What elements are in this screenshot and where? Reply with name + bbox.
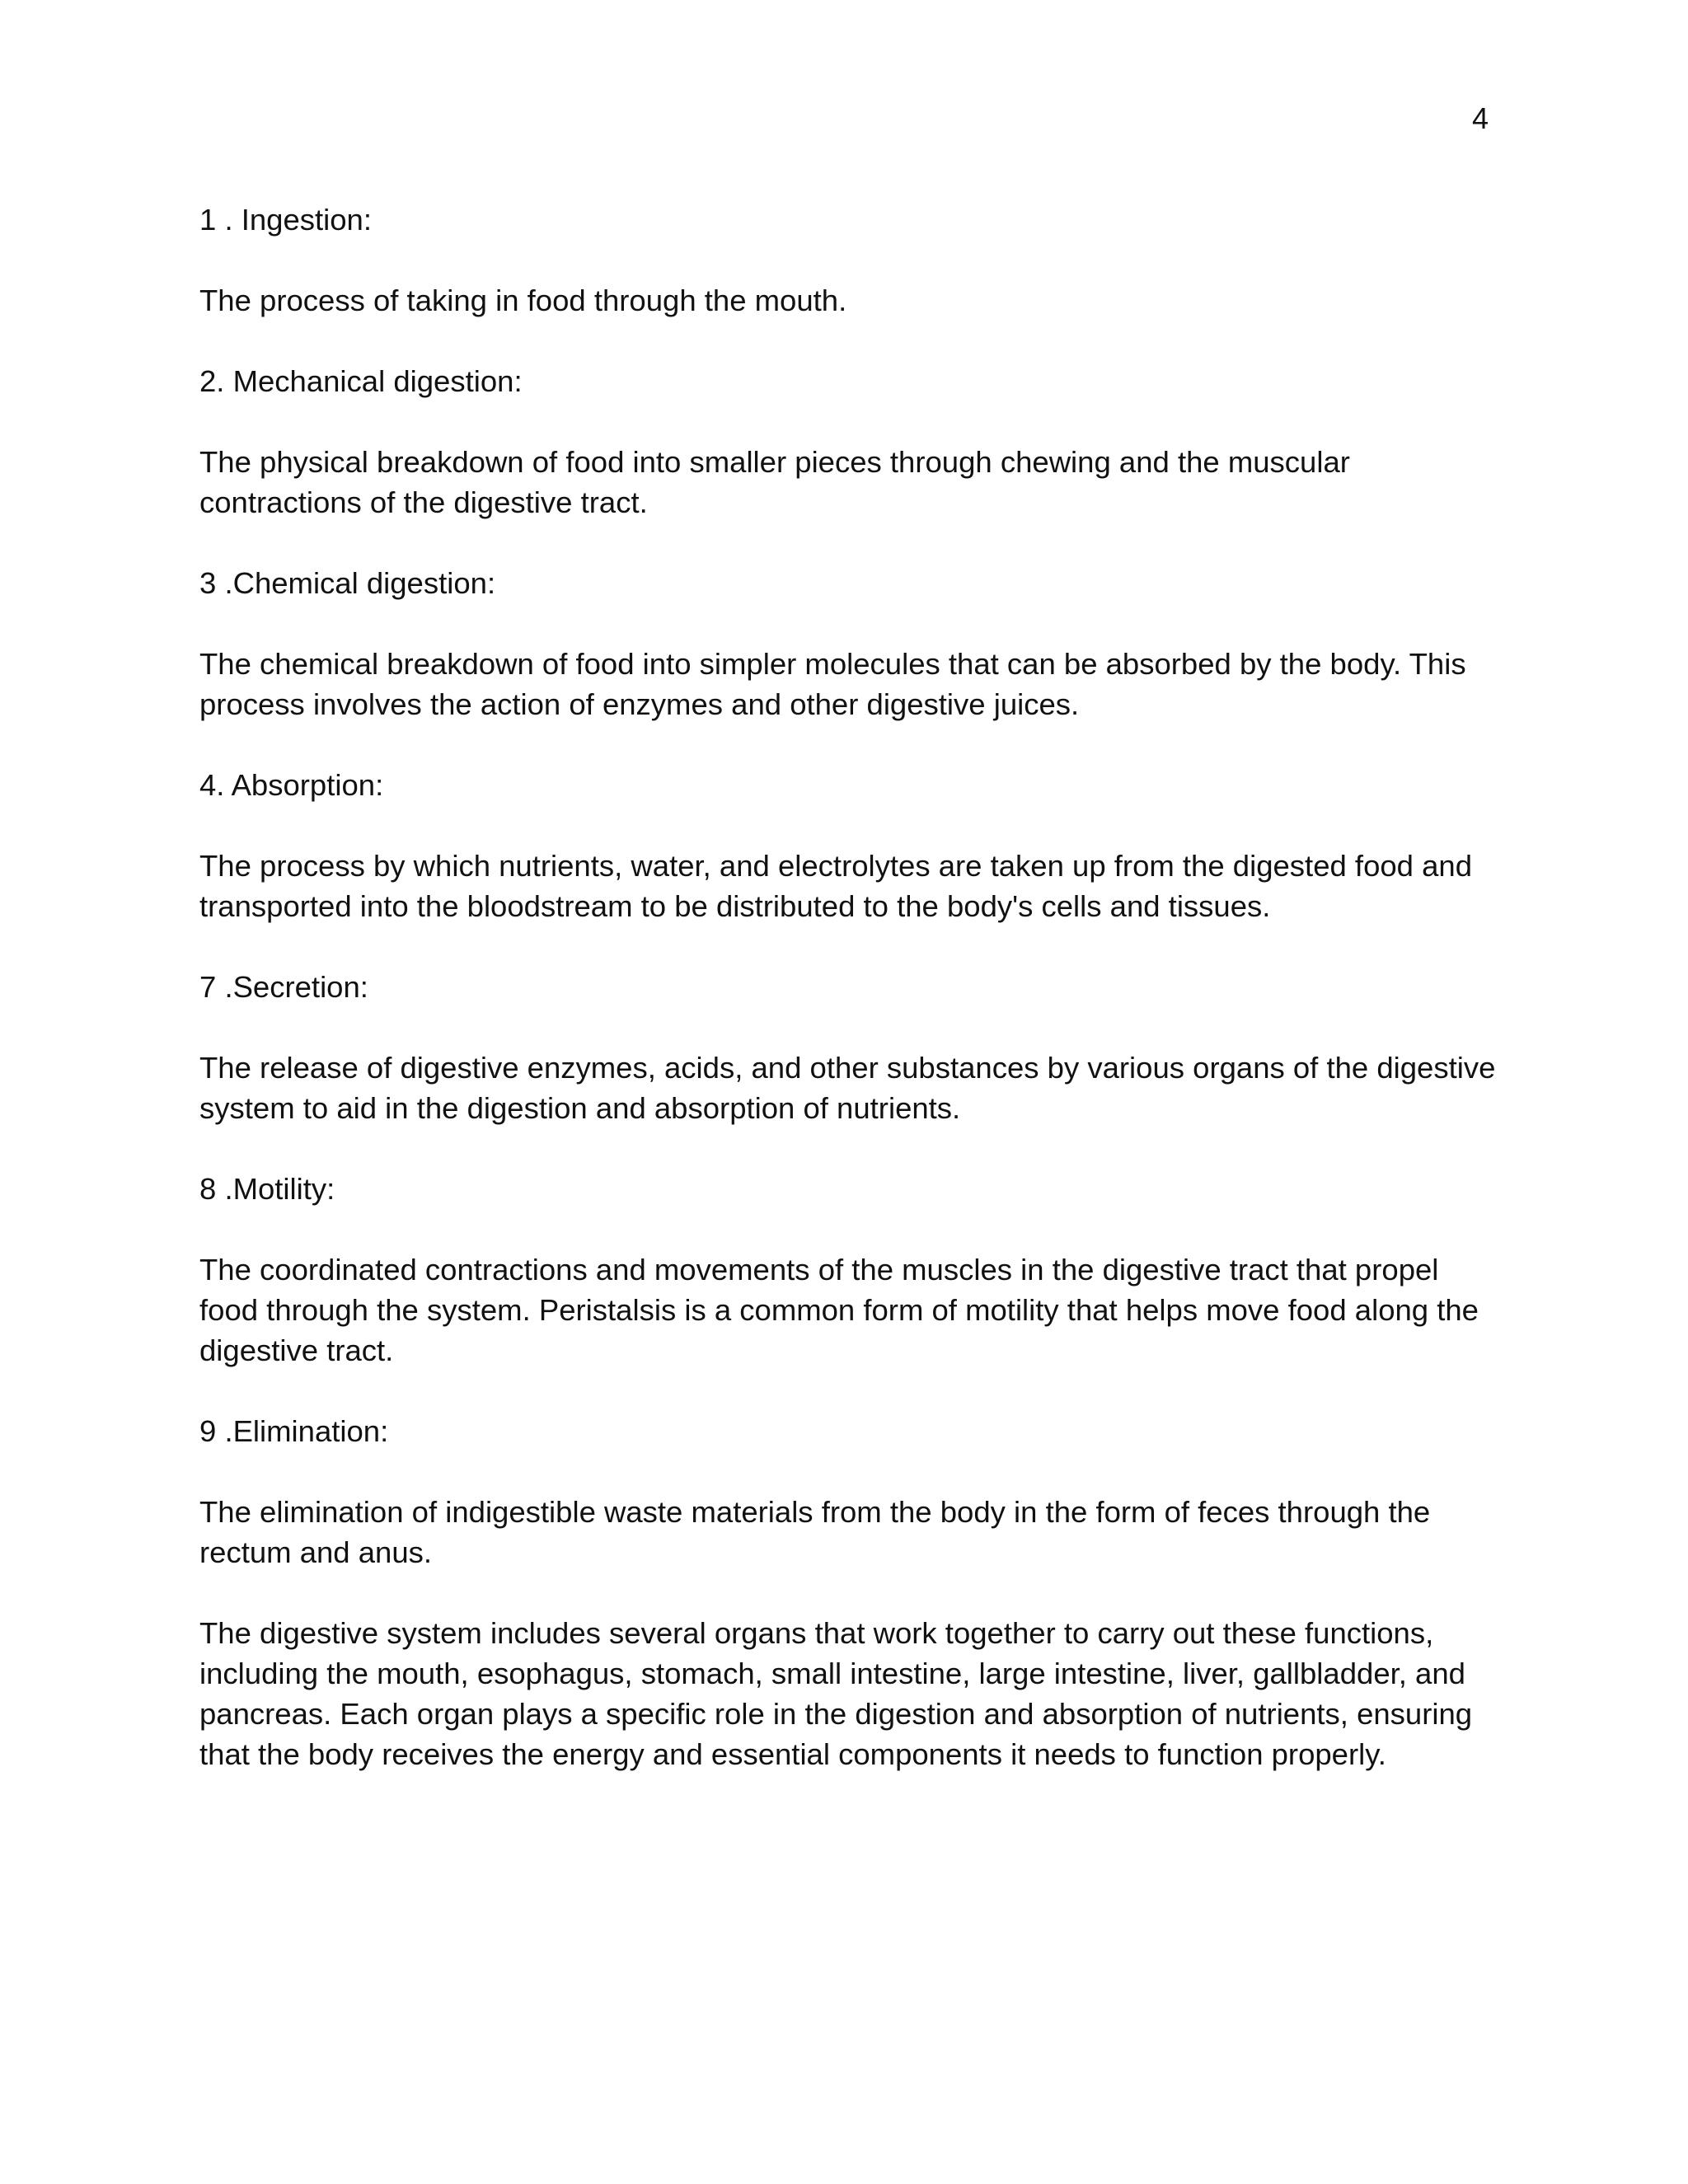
section-body-motility: The coordinated contractions and movements of the muscles in the digestive tract that propel food through the system. Peristalsis is a common form of motility that helps move food along the digestive tract. xyxy=(199,1253,1479,1367)
page-number: 4 xyxy=(1471,101,1489,135)
section-body-absorption: The process by which nutrients, water, and electrolytes are taken up from the digested food and transported into the bloodstream to be distributed to the body's cells and tissues. xyxy=(199,849,1473,923)
section-heading-absorption: 4. Absorption: xyxy=(199,768,384,802)
section-heading-chemical-digestion: 3 .Chemical digestion: xyxy=(199,566,496,600)
section-heading-secretion: 7 .Secretion: xyxy=(199,970,368,1004)
section-heading-motility: 8 .Motility: xyxy=(199,1172,335,1206)
section-heading-ingestion: 1 . Ingestion: xyxy=(199,203,373,237)
section-body-secretion: The release of digestive enzymes, acids, and other substances by various organs of the digestive system to aid in the digestion and absorption of nutrients. xyxy=(199,1051,1496,1125)
section-body-ingestion: The process of taking in food through the mouth. xyxy=(199,284,847,317)
closing-paragraph: The digestive system includes several organs that work together to carry out these functions, including the mouth, esophagus, stomach, small intestine, large intestine, liver, gallbladder, and pancreas. Each organ plays a specific role in the digestion and absorption of nutrients, ensuring that the body receives the energy and essential components it needs to function properly. xyxy=(199,1616,1473,1771)
section-body-chemical-digestion: The chemical breakdown of food into simpler molecules that can be absorbed by the body. This process involves the action of enzymes and other digestive juices. xyxy=(199,647,1466,721)
section-heading-elimination: 9 .Elimination: xyxy=(199,1414,389,1448)
section-body-elimination: The elimination of indigestible waste materials from the body in the form of feces through the rectum and anus. xyxy=(199,1495,1431,1569)
section-heading-mechanical-digestion: 2. Mechanical digestion: xyxy=(199,364,523,398)
document-body xyxy=(199,199,1503,1815)
section-body-mechanical-digestion: The physical breakdown of food into smaller pieces through chewing and the muscular contractions of the digestive tract. xyxy=(199,445,1350,519)
